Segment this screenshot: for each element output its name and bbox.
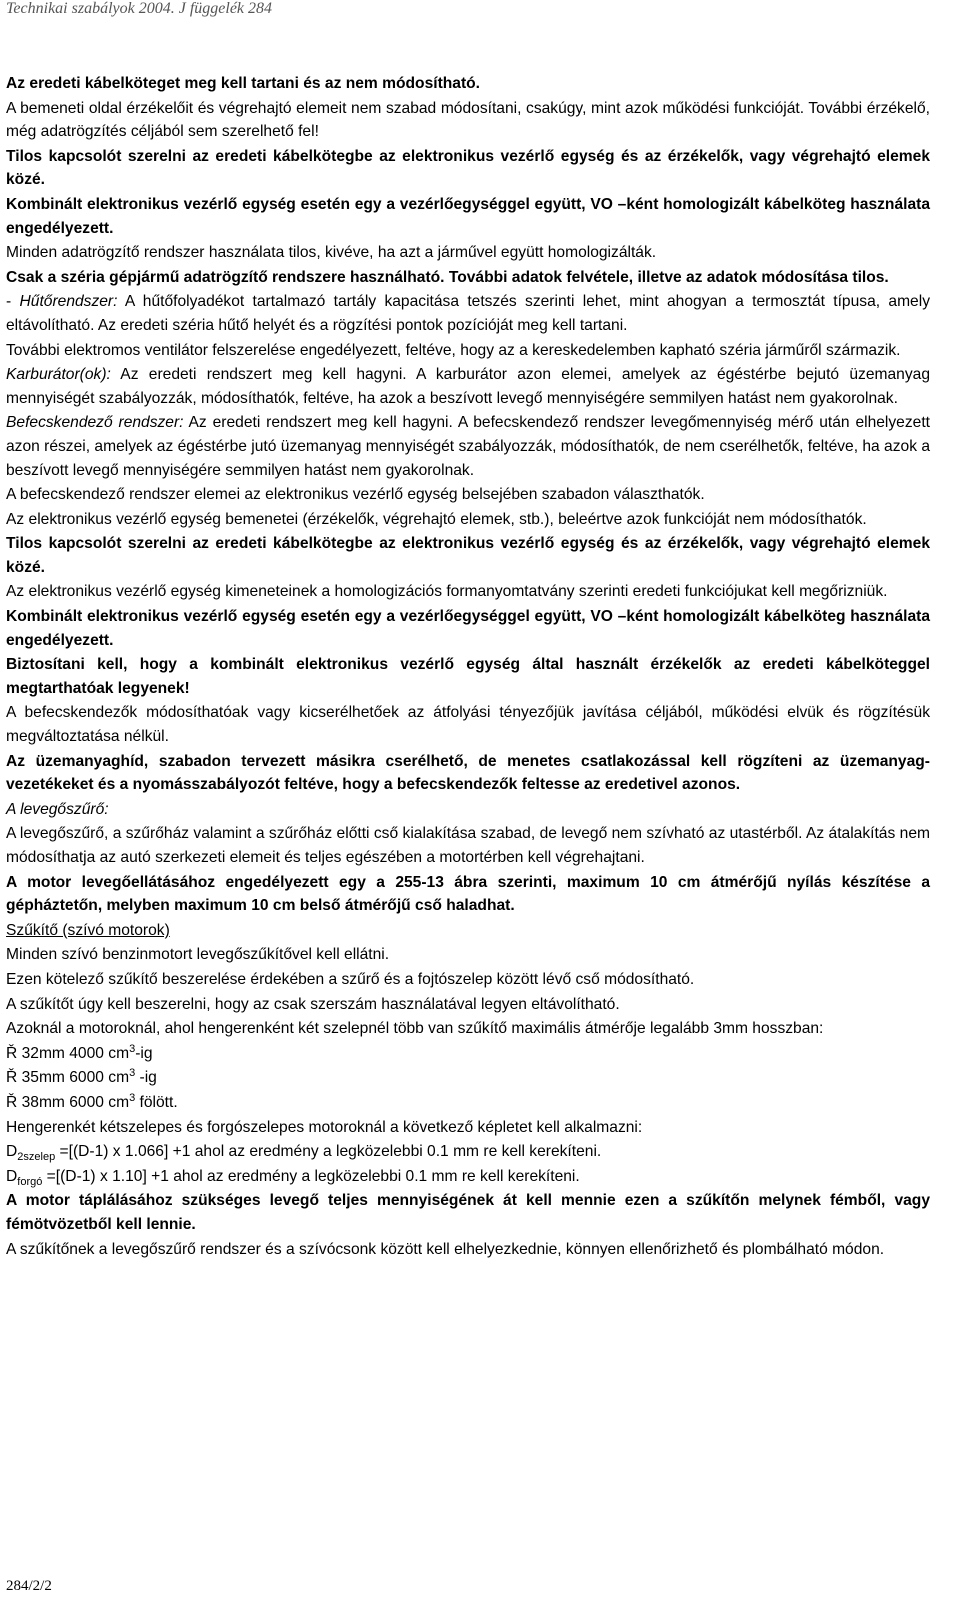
- text-segment: Szűkítő (szívó motorok): [6, 921, 170, 939]
- paragraph: [6, 363, 930, 410]
- page-header: Technikai szabályok 2004. J függelék 284: [6, 0, 273, 17]
- text-segment: -ig: [135, 1044, 153, 1062]
- paragraph: [6, 339, 930, 363]
- paragraph: [6, 411, 930, 482]
- text-segment: Ř 35mm 6000 cm: [6, 1069, 130, 1087]
- paragraph: [6, 1091, 930, 1115]
- paragraph: [6, 1238, 930, 1262]
- text-segment: További elektromos ventilátor felszerelése engedélyezett, feltéve, hogy az a kereskedelemben kapható széria járműről származik.: [6, 341, 901, 359]
- paragraph: [6, 919, 930, 943]
- paragraph: [6, 993, 930, 1017]
- text-segment: fölött.: [135, 1093, 178, 1111]
- paragraph: [6, 1140, 930, 1164]
- paragraph: [6, 798, 930, 822]
- text-segment: Azoknál a motoroknál, ahol hengerenként két szelepnél több van szűkítő maximális átmérője legalább 3mm hosszban:: [6, 1020, 824, 1038]
- text-segment: A levegőszűrő, a szűrőház valamint a szűrőház előtti cső kialakítása szabad, de levegő nem szívható az utastérből. Az átalakítás nem módosíthatja az autó szerkezeti elemeit és teljes egészében a motortérben kell végrehajtani.: [6, 825, 930, 866]
- text-segment: A befecskendezők módosíthatóak vagy kicserélhetőek az átfolyási tényezőjük javítása céljából, működési elvük és rögzítésük megváltoztatása nélkül.: [6, 704, 930, 746]
- text-segment: Csak a széria gépjármű adatrögzítő rendszere használható. További adatok felvétele, illetve az adatok módosítása tilos.: [6, 268, 889, 286]
- document-body: [6, 72, 930, 1262]
- text-segment: Ř 32mm 4000 cm: [6, 1044, 130, 1062]
- text-segment: Az elektronikus vezérlő egység bemenetei (érzékelők, végrehajtó elemek, stb.), beleértve azok funkcióját nem módosíthatók.: [6, 510, 867, 528]
- paragraph: [6, 241, 930, 265]
- text-segment: A motor táplálásához szükséges levegő teljes mennyiségének át kell mennie ezen a szűkítőn melynek fémből, vagy fémötvözetből kell lennie.: [6, 1192, 930, 1233]
- text-segment: =[(D-1) x 1.10] +1 ahol az eredmény a legközelebbi 0.1 mm re kell kerekíteni.: [42, 1167, 580, 1185]
- text-segment: Biztosítani kell, hogy a kombinált elektronikus vezérlő egység által használt érzékelők az eredeti kábelköteggel megtarthatóak legyenek!: [6, 656, 930, 697]
- text-segment: -ig: [135, 1069, 157, 1087]
- text-segment: A szűkítőnek a levegőszűrő rendszer és a szívócsonk között kell elhelyezkednie, könnyen ellenőrizhető és plombálható módon.: [6, 1240, 885, 1258]
- paragraph: [6, 1042, 930, 1066]
- text-segment: A szűkítőt úgy kell beszerelni, hogy az csak szerszám használatával legyen eltávolítható.: [6, 995, 620, 1013]
- text-segment: Az eredeti kábelköteget meg kell tartani és az nem módosítható.: [6, 75, 481, 92]
- subscript: 2szelep: [17, 1151, 56, 1164]
- paragraph: [6, 483, 930, 507]
- superscript: 3: [129, 1091, 136, 1104]
- text-segment: Az üzemanyaghíd, szabadon tervezett másikra cserélhető, de menetes csatlakozással kell rögzíteni az üzemanyag-vezetékeket és a nyomásszabályozót feltéve, hogy a befecskendezők feltesse az eredetivel azonos.: [6, 752, 930, 794]
- paragraph: [6, 1165, 930, 1189]
- text-segment: Az elektronikus vezérlő egység kimeneteinek a homologizációs formanyomtatvány szerinti eredeti funkciójukat kell megőrizniük.: [6, 583, 888, 601]
- text-segment: Minden adatrögzítő rendszer használata tilos, kivéve, ha azt a járművel együtt homologizálták.: [6, 244, 657, 262]
- paragraph: [6, 701, 930, 748]
- text-segment: Tilos kapcsolót szerelni az eredeti kábelkötegbe az elektronikus vezérlő egység és az érzékelők, vagy végrehajtó elemek közé.: [6, 535, 930, 576]
- text-segment: A motor levegőellátásához engedélyezett egy a 255-13 ábra szerinti, maximum 10 cm átmérőjű nyílás készítése a gépháztetőn, melyben maximum 10 cm belső átmérőjű cső haladhat.: [6, 873, 930, 915]
- text-segment: Az eredeti rendszert meg kell hagyni. A karburátor azon elemei, amelyek az égéstérbe bejutó üzemanyag mennyiségét szabályozzák, módosíthatók, feltéve, ha azok a beszívott levegő mennyiségére semmilyen hatást nem gyakorolnak.: [6, 366, 930, 407]
- paragraph: [6, 532, 930, 579]
- text-segment: =[(D-1) x 1.066] +1 ahol az eredmény a legközelebbi 0.1 mm re kell kerekíteni.: [55, 1143, 602, 1161]
- text-segment: Ezen kötelező szűkítő beszerelése érdekében a szűrő és a fojtószelep között lévő cső módosítható.: [6, 970, 695, 988]
- text-segment: Minden szívó benzinmotort levegőszűkítővel kell ellátni.: [6, 946, 390, 964]
- text-segment: Kombinált elektronikus vezérlő egység esetén egy a vezérlőegységgel együtt, VO –ként homologizált kábelköteg használata engedélyezett.: [6, 195, 930, 237]
- superscript: 3: [129, 1042, 136, 1055]
- paragraph: [6, 290, 930, 337]
- paragraph: [6, 1066, 930, 1090]
- paragraph: [6, 871, 930, 918]
- paragraph: [6, 145, 930, 192]
- paragraph: [6, 508, 930, 532]
- text-segment: Karburátor(ok):: [6, 366, 111, 384]
- paragraph: [6, 943, 930, 967]
- text-segment: -: [6, 293, 20, 311]
- text-segment: Ř 38mm 6000 cm: [6, 1093, 130, 1111]
- paragraph: [6, 1116, 930, 1140]
- text-segment: Befecskendező rendszer:: [6, 414, 184, 432]
- text-segment: A hűtőfolyadékot tartalmazó tartály kapacitása tetszés szerinti lehet, mint ahogyan a termosztát típusa, amely eltávolítható. Az eredeti széria hűtő helyét és a rögzítési pontok pozícióját meg kell tartani.: [6, 293, 930, 334]
- text-segment: Az eredeti rendszert meg kell hagyni. A befecskendező rendszer levegőmennyiség mérő után elhelyezett azon részei, amelyek az égéstérbe jutó üzemanyag mennyiségét szabályozzák, módosíthatók, de nem cserélhetők, feltéve, ha azok a beszívott levegő mennyiségére semmilyen hatást nem gyakorolnak.: [6, 414, 931, 479]
- text-segment: Hengerenkét kétszelepes és forgószelepes motoroknál a következő képletet kell alkalmazni:: [6, 1118, 643, 1136]
- paragraph: [6, 266, 930, 290]
- paragraph: [6, 822, 930, 869]
- superscript: 3: [129, 1067, 136, 1080]
- paragraph: [6, 605, 930, 652]
- paragraph: [6, 580, 930, 604]
- paragraph: [6, 968, 930, 992]
- text-segment: D: [6, 1167, 18, 1185]
- page-number: 284/2/2: [6, 1578, 52, 1594]
- paragraph: [6, 72, 930, 96]
- text-segment: A bemeneti oldal érzékelőit és végrehajtó elemeit nem szabad módosítani, csakúgy, mint azok működési funkcióját. További érzékelő, még adatrögzítés céljából sem szerelhető fel!: [6, 99, 930, 141]
- paragraph: [6, 97, 930, 144]
- paragraph: [6, 653, 930, 700]
- paragraph: [6, 1017, 930, 1041]
- text-segment: Kombinált elektronikus vezérlő egység esetén egy a vezérlőegységgel együtt, VO –ként homologizált kábelköteg használata engedélyezett.: [6, 608, 930, 649]
- text-segment: A levegőszűrő:: [6, 800, 109, 818]
- text-segment: Hűtőrendszer:: [19, 293, 118, 311]
- text-segment: A befecskendező rendszer elemei az elektronikus vezérlő egység belsejében szabadon választhatók.: [6, 486, 705, 504]
- paragraph: [6, 750, 930, 797]
- text-segment: Tilos kapcsolót szerelni az eredeti kábelkötegbe az elektronikus vezérlő egység és az érzékelők, vagy végrehajtó elemek közé.: [6, 147, 930, 189]
- paragraph: [6, 1189, 930, 1236]
- text-segment: D: [6, 1143, 18, 1161]
- paragraph: [6, 193, 930, 240]
- subscript: forgó: [17, 1175, 43, 1188]
